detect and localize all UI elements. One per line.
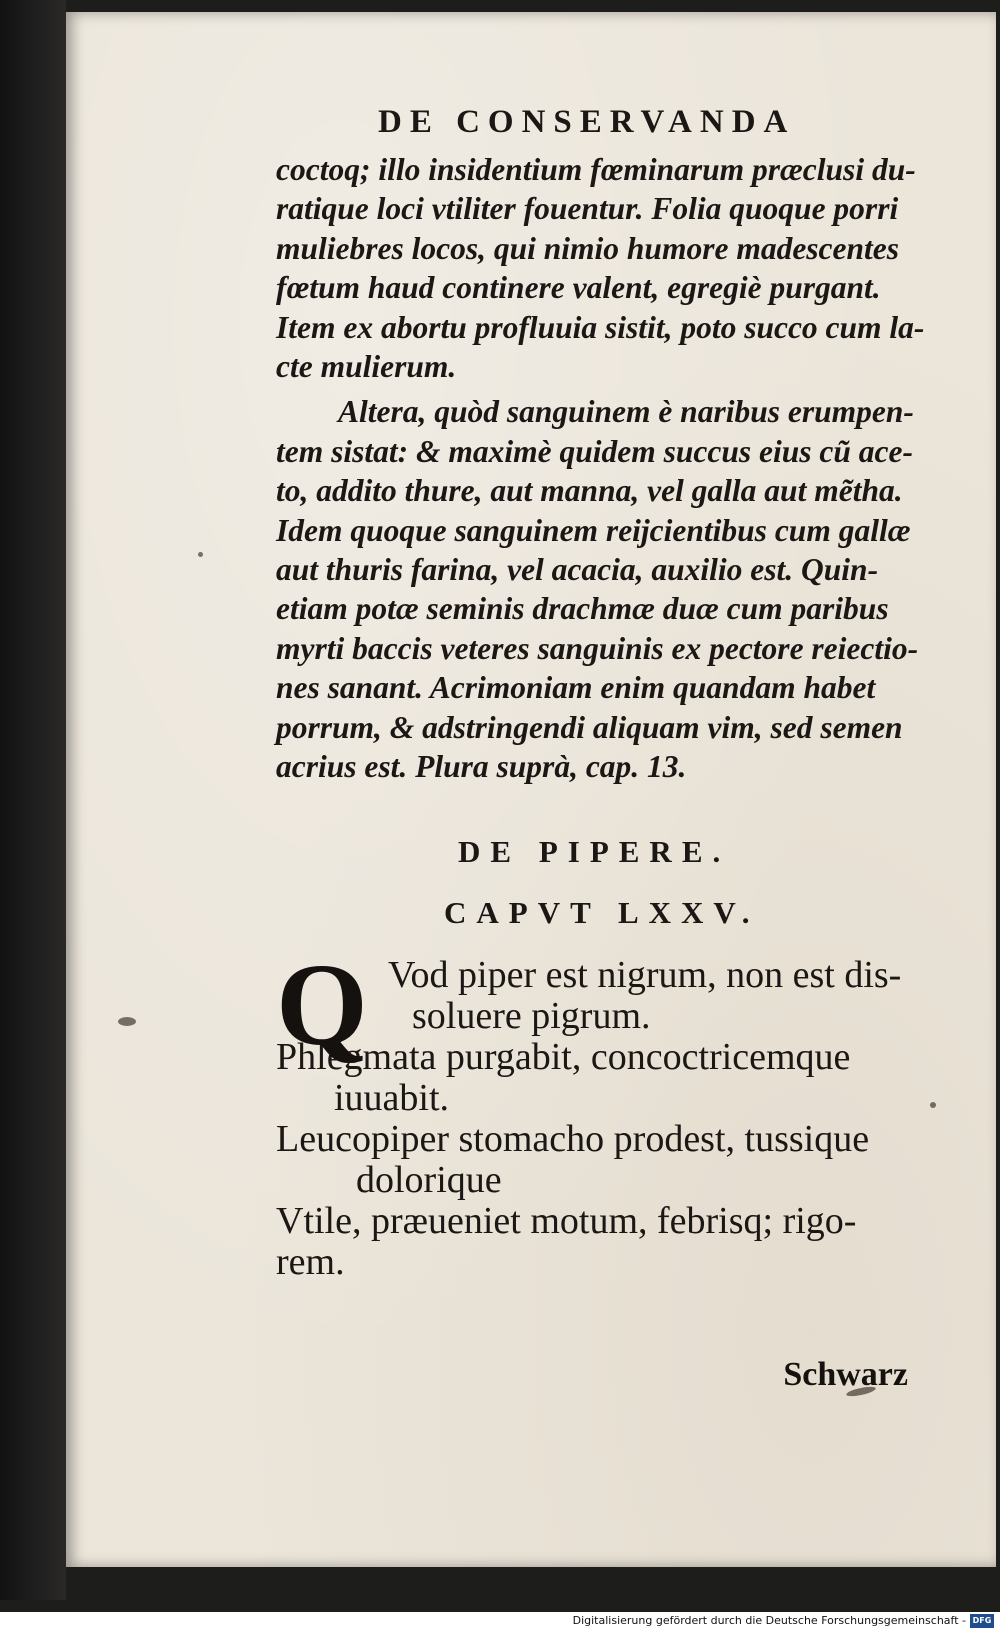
text-line: coctoq; illo insidentium fœminarum præclusi du- [276, 152, 916, 187]
text-line: etiam potæ seminis drachmæ duæ cum paribus [276, 591, 889, 627]
verse-block [276, 938, 956, 1283]
text-line: Idem quoque sanguinem reijcientibus cum gallæ [276, 512, 911, 548]
book-spine-edge [0, 0, 66, 1600]
verse-line: Vtile, præueniet motum, febrisq; rigo- [276, 1199, 857, 1242]
verse-line: rem. [276, 1240, 345, 1283]
text-line: myrti baccis veteres sanguinis ex pectore reiectio- [276, 630, 919, 666]
ink-stain [198, 552, 203, 557]
drop-cap: Q [276, 938, 368, 1070]
text-line: porrum, & adstringendi aliquam vim, sed semen [276, 709, 903, 745]
text-line: nes sanant. Acrimoniam enim quandam habet [276, 670, 876, 706]
verse-line: soluere pigrum. [412, 994, 651, 1037]
running-header: DE CONSERVANDA [378, 104, 796, 140]
verse-line: Phlegmata purgabit, concoctricemque [276, 1035, 851, 1078]
text-line: fœtum haud continere valent, egregiè purgant. [276, 270, 881, 306]
verse-line: Leucopiper stomacho prodest, tussique [276, 1117, 870, 1160]
paragraph-2 [276, 392, 956, 786]
text-line: Item ex abortu profluuia sistit, poto succo cum la- [276, 309, 925, 345]
verse-line: dolorique [356, 1158, 502, 1201]
footer-credit: Digitalisierung gefördert durch die Deutsche Forschungsgemeinschaft - [572, 1614, 966, 1627]
text-line: acrius est. Plura suprà, cap. 13. [276, 749, 687, 785]
verse-line: iuuabit. [334, 1076, 450, 1119]
dfg-logo-icon: DFG [970, 1614, 994, 1628]
text-line: tem sistat: & maximè quidem succus eius cũ ace- [276, 433, 913, 469]
ink-stain [118, 1017, 136, 1026]
text-line: to, addito thure, aut manna, vel galla aut mẽtha. [276, 473, 903, 509]
text-line: cte mulierum. [276, 349, 457, 385]
chapter-title: DE PIPERE. [458, 833, 731, 869]
verse-line: Vod piper est nigrum, non est dis- [388, 953, 902, 996]
chapter-number: CAPVT LXXV. [444, 894, 760, 930]
paragraph-1 [276, 150, 956, 386]
text-line: Altera, quòd sanguinem è naribus erumpen- [338, 394, 914, 430]
text-line: aut thuris farina, vel acacia, auxilio est. Quin- [276, 552, 879, 588]
text-line: muliebres locos, qui nimio humore madescentes [276, 230, 900, 266]
catchword: Schwarz [783, 1356, 908, 1393]
text-line: ratique loci vtiliter fouentur. Folia quoque porri [276, 191, 899, 227]
page-text-block [276, 95, 956, 1283]
